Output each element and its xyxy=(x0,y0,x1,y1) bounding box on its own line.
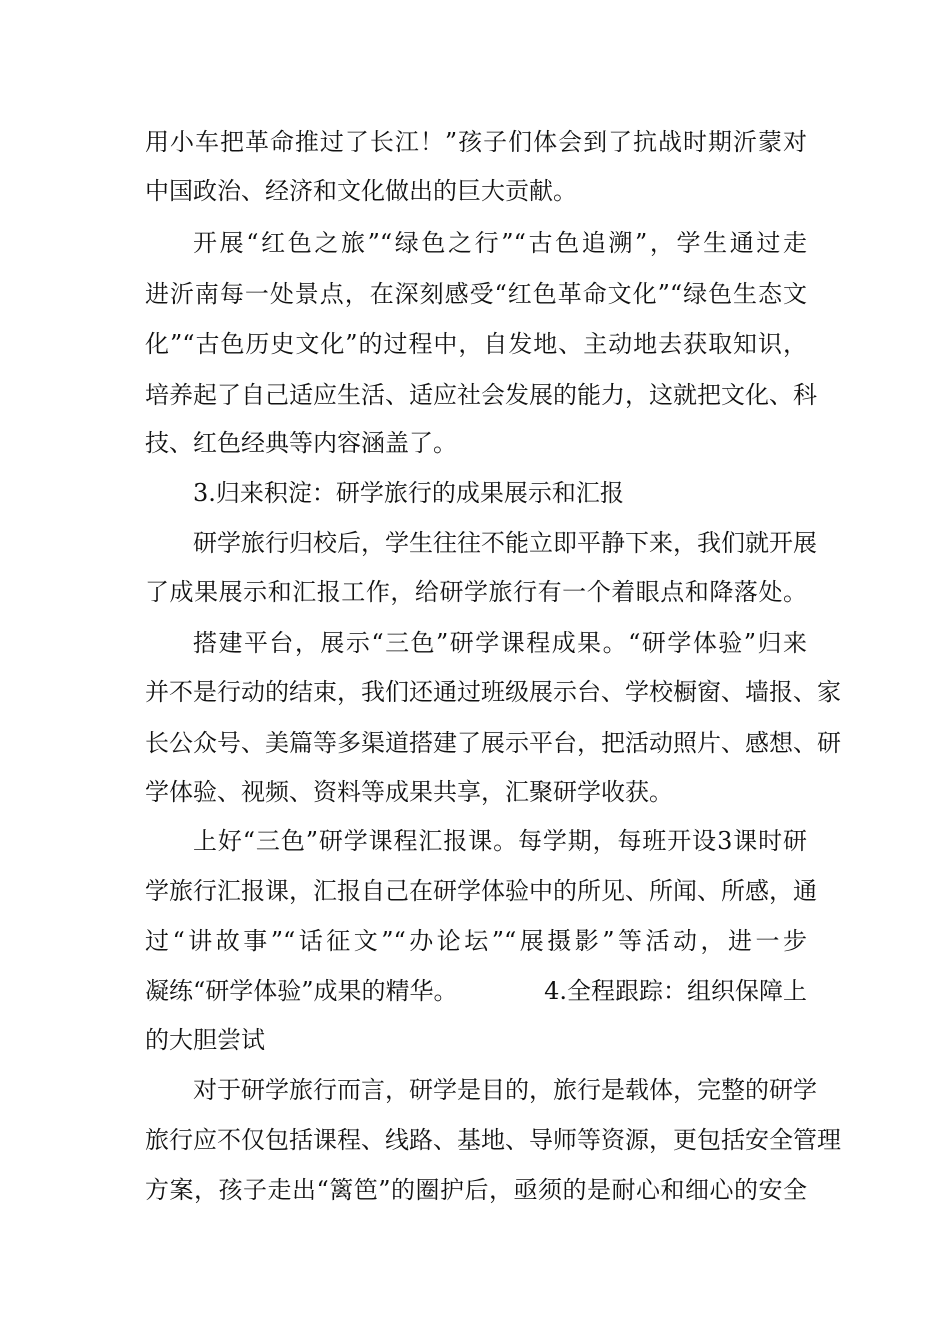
section-heading: 4.全程跟踪：组织保障上 xyxy=(544,977,807,1005)
text-line: 并不是行动的结束，我们还通过班级展示台、学校橱窗、墙报、家 xyxy=(145,678,841,706)
text-line: 过“讲故事”“话征文”“办论坛”“展摄影”等活动，进一步 xyxy=(145,927,807,955)
paragraph-first-line: 开展“红色之旅”“绿色之行”“古色追溯”，学生通过走 xyxy=(193,229,807,257)
text-line: 学旅行汇报课，汇报自己在研学体验中的所见、所闻、所感，通 xyxy=(145,877,817,905)
text-line: 旅行应不仅包括课程、线路、基地、导师等资源，更包括安全管理 xyxy=(145,1126,841,1154)
text-line: 培养起了自己适应生活、适应社会发展的能力，这就把文化、科 xyxy=(145,381,817,409)
text-line: 了成果展示和汇报工作，给研学旅行有一个着眼点和降落处。 xyxy=(145,578,807,606)
text-line: 进沂南每一处景点，在深刻感受“红色革命文化”“绿色生态文 xyxy=(145,280,807,308)
text-line: 化”“古色历史文化”的过程中，自发地、主动地去获取知识， xyxy=(145,330,807,358)
section-heading-continued: 的大胆尝试 xyxy=(145,1026,265,1054)
text-line: 学体验、视频、资料等成果共享，汇聚研学收获。 xyxy=(145,778,673,806)
paragraph-end-text: 凝练“研学体验”成果的精华。 xyxy=(145,977,458,1005)
text-line xyxy=(145,976,807,1006)
paragraph-first-line: 搭建平台，展示“三色”研学课程成果。“研学体验”归来 xyxy=(193,629,807,657)
text-line: 长公众号、美篇等多渠道搭建了展示平台，把活动照片、感想、研 xyxy=(145,729,841,757)
text-line: 中国政治、经济和文化做出的巨大贡献。 xyxy=(145,177,577,205)
text-line: 用小车把革命推过了长江！”孩子们体会到了抗战时期沂蒙对 xyxy=(145,128,807,156)
paragraph-first-line: 对于研学旅行而言，研学是目的，旅行是载体，完整的研学 xyxy=(193,1076,817,1104)
text-line: 技、红色经典等内容涵盖了。 xyxy=(145,429,457,457)
paragraph-first-line: 研学旅行归校后，学生往往不能立即平静下来，我们就开展 xyxy=(193,529,817,557)
text-line: 方案，孩子走出“篱笆”的圈护后，亟须的是耐心和细心的安全 xyxy=(145,1176,807,1204)
paragraph-first-line: 上好“三色”研学课程汇报课。每学期，每班开设3课时研 xyxy=(193,827,807,855)
section-heading: 3.归来积淀：研学旅行的成果展示和汇报 xyxy=(193,479,624,507)
